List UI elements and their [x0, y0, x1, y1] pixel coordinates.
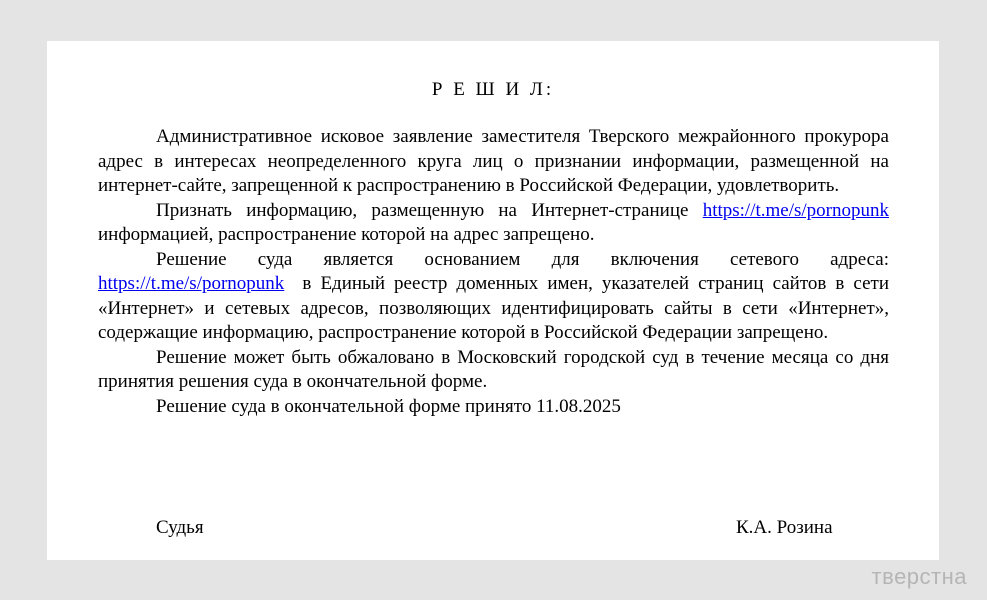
decision-body [98, 125, 889, 419]
paragraph-text: Признать информацию, размещенную на Интернет-странице [156, 199, 689, 221]
paragraph-text: информацией, распространение которой на адрес запрещено. [98, 224, 595, 245]
watermark-logo: тверстна [871, 564, 967, 589]
telegram-link[interactable]: https://t.me/s/pornopunk [702, 199, 889, 221]
paragraph-recognize-info [98, 199, 889, 248]
telegram-link[interactable]: https://t.me/s/pornopunk [98, 273, 285, 294]
paragraph-claim-granted: Административное исковое заявление заместителя Тверского межрайонного прокурора адрес в интересах неопределенного круга лиц о признании информации, размещенной на интернет-сайте, запрещенной к распространению в Российской Федерации, удовлетворить. [98, 126, 889, 196]
paragraph-text: Решение суда является основанием для включения сетевого адреса: [156, 248, 889, 270]
decision-heading: Р Е Ш И Л: [431, 79, 555, 100]
paragraph-text: в Единый реестр доменных имен, указателей страниц сайтов в сети «Интернет» и сетевых адресов, позволяющих идентифицировать сайты в сети «Интернет», содержащие информацию, распространение которой в Российской Федерации запрещено. [98, 273, 889, 343]
paragraph-appeal: Решение может быть обжаловано в Московский городской суд в течение месяца со дня принятия решения суда в окончательной форме. [98, 346, 889, 392]
judge-title: Судья [156, 517, 204, 538]
document-page [47, 41, 939, 560]
judge-name: К.А. Розина [736, 517, 833, 538]
paragraph-registry-inclusion [98, 248, 889, 346]
paragraph-final-date: Решение суда в окончательной форме принято 11.08.2025 [156, 395, 621, 417]
